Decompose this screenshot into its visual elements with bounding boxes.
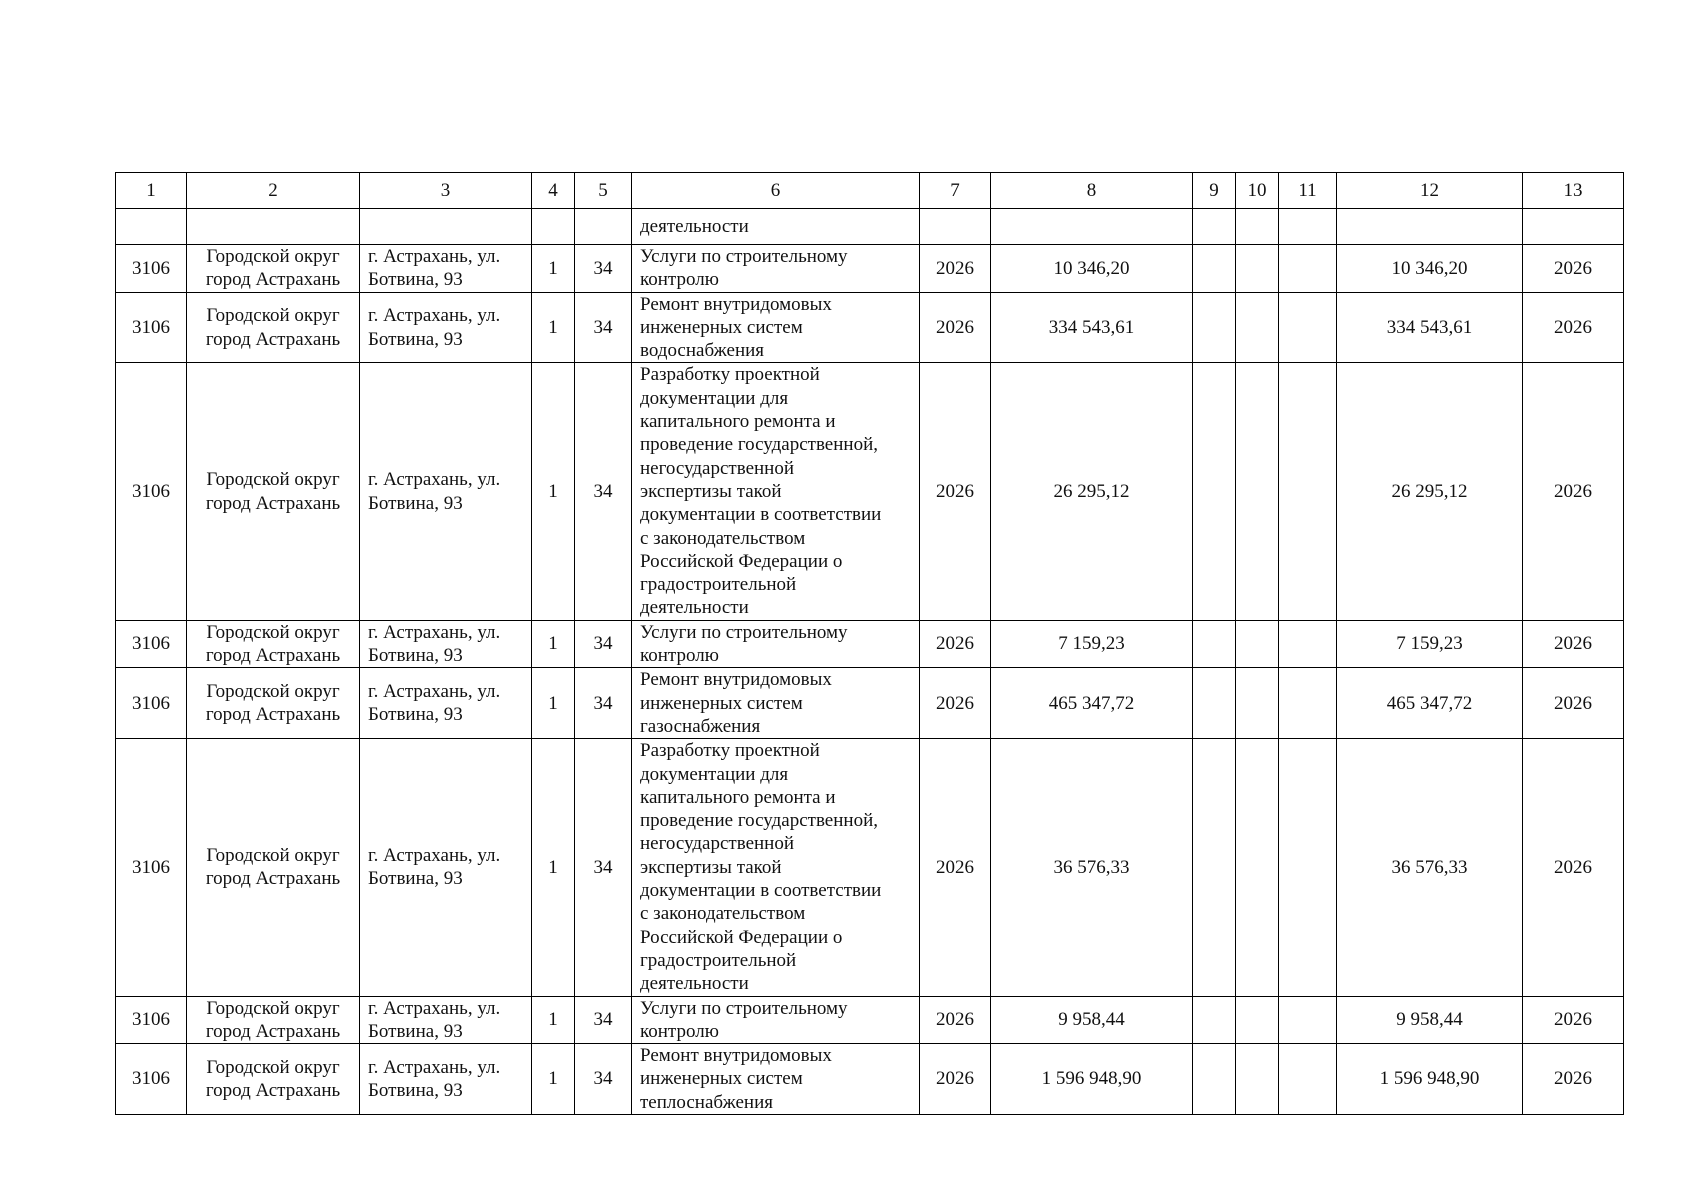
row-municipality-text: Городской округ город Астрахань [205, 845, 341, 890]
table-row [116, 1044, 1624, 1115]
row-total-cost [991, 363, 1193, 620]
capital-repair-table [115, 172, 1624, 1115]
row-year-start [920, 739, 991, 996]
row-code [116, 620, 187, 668]
row-col4-text: 1 [548, 316, 558, 338]
row-municipality [187, 668, 360, 739]
row-col4 [532, 668, 575, 739]
row-col10 [1236, 245, 1279, 293]
row-col5-text: 34 [593, 316, 613, 338]
row-year-end [1523, 245, 1624, 293]
row-year-end [1523, 739, 1624, 996]
row-col11 [1279, 292, 1337, 363]
row-col9 [1193, 245, 1236, 293]
row-col5 [575, 1044, 632, 1115]
row-col4-text: 1 [548, 1068, 558, 1090]
row-year-end [1523, 996, 1624, 1044]
row-total-cost [991, 620, 1193, 668]
row-address-text: г. Астрахань, ул. Ботвина, 93 [368, 621, 501, 667]
row-year-start [920, 292, 991, 363]
row-total-cost-text: 465 347,72 [1048, 692, 1135, 714]
row-col12-text: 9 958,44 [1396, 1009, 1463, 1031]
row-municipality [187, 739, 360, 996]
row-work-description [632, 363, 920, 620]
row-col12-text: 10 346,20 [1391, 257, 1468, 279]
row-address-text: г. Астрахань, ул. Ботвина, 93 [368, 680, 501, 726]
row-municipality-text: Городской округ город Астрахань [205, 621, 341, 667]
header-cell-7: 7 [920, 173, 991, 209]
row-total-cost-text: 26 295,12 [1053, 480, 1130, 502]
row-total-cost [991, 996, 1193, 1044]
table-row [116, 292, 1624, 363]
row-col11 [1279, 245, 1337, 293]
row-col10 [1236, 668, 1279, 739]
row-total-cost-text: 9 958,44 [1058, 1009, 1125, 1031]
header-cell-12: 12 [1337, 173, 1523, 209]
row-col12 [1337, 363, 1523, 620]
row-col5-text: 34 [593, 1068, 613, 1090]
row-col4-text: 1 [548, 1009, 558, 1031]
row-col5-text: 34 [593, 692, 613, 714]
row-address-text: г. Астрахань, ул. Ботвина, 93 [368, 469, 501, 514]
row-col12 [1337, 996, 1523, 1044]
row-col10 [1236, 996, 1279, 1044]
row-work-description [632, 245, 920, 293]
row-code [116, 363, 187, 620]
row-work-description [632, 292, 920, 363]
row-col9 [1193, 668, 1236, 739]
continuation-row [116, 209, 1624, 245]
row-col12 [1337, 1044, 1523, 1115]
row-work-description [632, 996, 920, 1044]
row-total-cost [991, 668, 1193, 739]
row-year-end-text: 2026 [1554, 633, 1592, 655]
table-row [116, 620, 1624, 668]
row-year-end [1523, 668, 1624, 739]
row-address [360, 1044, 532, 1115]
row-address-text: г. Астрахань, ул. Ботвина, 93 [368, 845, 501, 890]
column-number-header-row [116, 173, 1624, 209]
row-col5 [575, 292, 632, 363]
row-col4 [532, 1044, 575, 1115]
row-municipality-text: Городской округ город Астрахань [205, 469, 341, 514]
header-cell-2: 2 [187, 173, 360, 209]
header-cell-5: 5 [575, 173, 632, 209]
row-col12-text: 465 347,72 [1386, 692, 1473, 714]
row-code [116, 292, 187, 363]
row-col5 [575, 996, 632, 1044]
row-municipality [187, 245, 360, 293]
row-col11 [1279, 668, 1337, 739]
row-work-description-text: Услуги по строительному контролю [640, 246, 848, 291]
row-total-cost [991, 292, 1193, 363]
row-total-cost [991, 739, 1193, 996]
row-work-description-text: Ремонт внутридомовых инженерных систем газоснабжения [640, 669, 832, 737]
row-year-end-text: 2026 [1554, 856, 1592, 878]
row-col4 [532, 245, 575, 293]
row-col9 [1193, 620, 1236, 668]
row-code-text: 3106 [132, 692, 170, 714]
row-year-start-text: 2026 [936, 480, 974, 502]
row-work-description [632, 620, 920, 668]
row-municipality [187, 620, 360, 668]
row-col4 [532, 363, 575, 620]
row-address [360, 620, 532, 668]
header-cell-9: 9 [1193, 173, 1236, 209]
row-col4-text: 1 [548, 633, 558, 655]
row-municipality [187, 363, 360, 620]
row-col12 [1337, 292, 1523, 363]
row-address-text: г. Астрахань, ул. Ботвина, 93 [368, 1056, 501, 1102]
row-code [116, 1044, 187, 1115]
row-municipality [187, 292, 360, 363]
row-col4-text: 1 [548, 856, 558, 878]
row-col9 [1193, 292, 1236, 363]
row-code-text: 3106 [132, 856, 170, 878]
row-year-start [920, 363, 991, 620]
row-code [116, 996, 187, 1044]
row-total-cost [991, 1044, 1193, 1115]
row-year-start [920, 668, 991, 739]
row-col5-text: 34 [593, 480, 613, 502]
row-col4 [532, 996, 575, 1044]
row-col5-text: 34 [593, 856, 613, 878]
row-work-description-text: Ремонт внутридомовых инженерных систем теплоснабжения [640, 1045, 832, 1113]
row-work-description-text: Разработку проектной документации для капитального ремонта и проведение государственной, негосударственной экспертизы такой документации в соответствии с законодательством Российской Федерации о градостроительной деятельности [640, 740, 882, 995]
row-col10 [1236, 363, 1279, 620]
row-year-start [920, 620, 991, 668]
row-col12-text: 334 543,61 [1386, 316, 1473, 338]
row-year-end-text: 2026 [1554, 480, 1592, 502]
row-code [116, 739, 187, 996]
row-total-cost-text: 7 159,23 [1058, 633, 1125, 655]
row-address [360, 245, 532, 293]
row-year-end [1523, 363, 1624, 620]
row-work-description [632, 668, 920, 739]
row-col5 [575, 620, 632, 668]
row-work-description-text: Услуги по строительному контролю [640, 997, 848, 1042]
row-col10 [1236, 292, 1279, 363]
row-col4 [532, 620, 575, 668]
row-year-end-text: 2026 [1554, 692, 1592, 714]
row-col11 [1279, 620, 1337, 668]
row-year-start-text: 2026 [936, 1009, 974, 1031]
row-col5-text: 34 [593, 633, 613, 655]
row-year-end-text: 2026 [1554, 1068, 1592, 1090]
row-col11 [1279, 739, 1337, 996]
header-cell-3: 3 [360, 173, 532, 209]
row-work-description [632, 739, 920, 996]
row-code-text: 3106 [132, 1009, 170, 1031]
row-col11 [1279, 363, 1337, 620]
row-code-text: 3106 [132, 1068, 170, 1090]
continuation-description: деятельности [632, 209, 920, 245]
row-municipality-text: Городской округ город Астрахань [205, 305, 341, 350]
row-address [360, 996, 532, 1044]
row-col12-text: 26 295,12 [1391, 480, 1468, 502]
row-work-description-text: Ремонт внутридомовых инженерных систем водоснабжения [640, 293, 832, 362]
row-col9 [1193, 739, 1236, 996]
row-address-text: г. Астрахань, ул. Ботвина, 93 [368, 997, 501, 1042]
row-year-end-text: 2026 [1554, 257, 1592, 279]
row-col5-text: 34 [593, 1009, 613, 1031]
row-year-start [920, 996, 991, 1044]
row-col12-text: 36 576,33 [1391, 856, 1468, 878]
row-municipality [187, 1044, 360, 1115]
row-address [360, 668, 532, 739]
row-year-end [1523, 1044, 1624, 1115]
row-col12 [1337, 739, 1523, 996]
row-year-start [920, 245, 991, 293]
header-cell-11: 11 [1279, 173, 1337, 209]
row-col12-text: 7 159,23 [1396, 633, 1463, 655]
table-row [116, 739, 1624, 996]
row-col12 [1337, 668, 1523, 739]
row-year-start-text: 2026 [936, 257, 974, 279]
row-year-end [1523, 292, 1624, 363]
row-year-start-text: 2026 [936, 316, 974, 338]
row-col5 [575, 245, 632, 293]
row-work-description-text: Услуги по строительному контролю [640, 621, 848, 667]
row-total-cost [991, 245, 1193, 293]
header-cell-1: 1 [116, 173, 187, 209]
row-col5 [575, 668, 632, 739]
table-row [116, 245, 1624, 293]
row-address-text: г. Астрахань, ул. Ботвина, 93 [368, 305, 501, 350]
row-col12 [1337, 620, 1523, 668]
row-code-text: 3106 [132, 316, 170, 338]
row-col11 [1279, 1044, 1337, 1115]
row-address-text: г. Астрахань, ул. Ботвина, 93 [368, 246, 501, 291]
table-row [116, 996, 1624, 1044]
row-municipality-text: Городской округ город Астрахань [205, 246, 341, 291]
row-municipality [187, 996, 360, 1044]
row-address [360, 363, 532, 620]
row-total-cost-text: 10 346,20 [1053, 257, 1130, 279]
row-total-cost-text: 334 543,61 [1048, 316, 1135, 338]
row-col4-text: 1 [548, 692, 558, 714]
row-work-description-text: Разработку проектной документации для капитального ремонта и проведение государственной, негосударственной экспертизы такой документации в соответствии с законодательством Российской Федерации о градостроительной деятельности [640, 364, 882, 619]
row-code-text: 3106 [132, 480, 170, 502]
row-col5 [575, 363, 632, 620]
row-col4 [532, 292, 575, 363]
row-year-start-text: 2026 [936, 633, 974, 655]
row-col10 [1236, 739, 1279, 996]
row-year-end [1523, 620, 1624, 668]
row-col9 [1193, 996, 1236, 1044]
row-code [116, 668, 187, 739]
row-total-cost-text: 1 596 948,90 [1041, 1068, 1142, 1090]
table-body [116, 173, 1624, 1115]
header-cell-4: 4 [532, 173, 575, 209]
row-address [360, 292, 532, 363]
row-col5 [575, 739, 632, 996]
row-address [360, 739, 532, 996]
row-col4-text: 1 [548, 480, 558, 502]
header-cell-6: 6 [632, 173, 920, 209]
row-code [116, 245, 187, 293]
row-col4-text: 1 [548, 257, 558, 279]
row-col5-text: 34 [593, 257, 613, 279]
row-year-start-text: 2026 [936, 856, 974, 878]
row-col10 [1236, 1044, 1279, 1115]
row-code-text: 3106 [132, 633, 170, 655]
row-col10 [1236, 620, 1279, 668]
row-year-start-text: 2026 [936, 692, 974, 714]
table-row [116, 668, 1624, 739]
row-total-cost-text: 36 576,33 [1053, 856, 1130, 878]
row-work-description [632, 1044, 920, 1115]
row-year-end-text: 2026 [1554, 316, 1592, 338]
row-year-end-text: 2026 [1554, 1009, 1592, 1031]
header-cell-10: 10 [1236, 173, 1279, 209]
row-code-text: 3106 [132, 257, 170, 279]
row-year-start [920, 1044, 991, 1115]
header-cell-8: 8 [991, 173, 1193, 209]
row-col4 [532, 739, 575, 996]
row-municipality-text: Городской округ город Астрахань [205, 680, 341, 726]
row-col12 [1337, 245, 1523, 293]
row-municipality-text: Городской округ город Астрахань [205, 997, 341, 1042]
table-row [116, 363, 1624, 620]
row-col11 [1279, 996, 1337, 1044]
row-col9 [1193, 363, 1236, 620]
row-col12-text: 1 596 948,90 [1379, 1068, 1480, 1090]
row-year-start-text: 2026 [936, 1068, 974, 1090]
row-col9 [1193, 1044, 1236, 1115]
row-municipality-text: Городской округ город Астрахань [205, 1056, 341, 1102]
header-cell-13: 13 [1523, 173, 1624, 209]
